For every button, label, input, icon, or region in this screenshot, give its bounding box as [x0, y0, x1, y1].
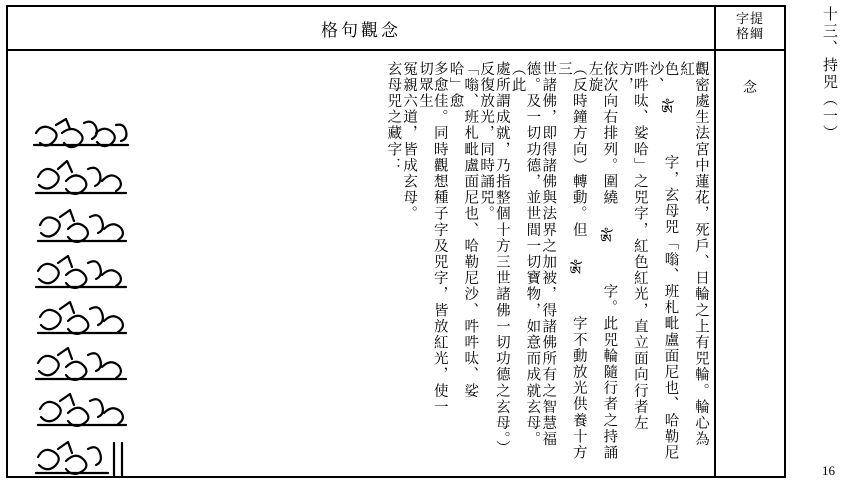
table-header-label-line1: 字提	[735, 12, 764, 28]
text-column: 德。及一切功德，並世間一切寶物，如意而成就玄母。（此	[509, 61, 541, 448]
table-header-row	[8, 7, 784, 51]
text-column: 觀密處生法宮中蓮花，死戶、日輪之上有兕輪。輪心為紅	[678, 61, 709, 448]
content-frame	[6, 5, 786, 478]
table-body-row	[8, 51, 784, 476]
main-text-cell	[8, 51, 716, 476]
table-header-label	[716, 7, 784, 49]
tibetan-script-illustration	[22, 99, 140, 476]
table-header-label-line2: 格綱	[735, 27, 764, 42]
table-header-title: 格句觀念	[8, 7, 716, 49]
text-column: 反復放光，同時誦兕。	[478, 61, 495, 222]
text-column: 玄母兕之藏字：	[385, 61, 402, 174]
text-column: （反時鐘方向）轉動。但 ཨོཾ 字不動放光供養十方三	[555, 61, 587, 461]
text-column: 「嗡、班札毗盧面尼也、哈勒尼沙、吽吽呔、娑哈」愈	[447, 61, 479, 400]
side-label-value: 念	[743, 80, 757, 96]
text-column: 依次向右排列。圍繞 ཨོཾ 字。此兕輪隨行者之持誦左旋	[586, 61, 618, 461]
text-column: 多愈佳。同時觀想種子字及兕字，皆放紅光，使一切眾生	[416, 61, 448, 416]
chapter-heading: 十三、持兕（一）	[821, 6, 839, 142]
page-number: 16	[822, 463, 835, 478]
text-column: 處所謂成就，乃指整個十方三世諸佛一切功德之玄母。）	[493, 61, 510, 457]
text-column: 世諸佛，即得諸佛與法界之加被，得諸佛所有之智慧福	[540, 61, 557, 448]
text-column: 吽吽呔、娑哈」之兕字，紅色紅光，直立面向行者左方，	[617, 61, 648, 432]
side-label-cell	[716, 51, 784, 476]
text-column: 色 ཨོཾ 字，玄母兕「嗡、班札毗盧面尼也、哈勒尼沙、	[647, 61, 679, 461]
text-column: 冤親六道，皆成玄母。	[401, 61, 418, 222]
